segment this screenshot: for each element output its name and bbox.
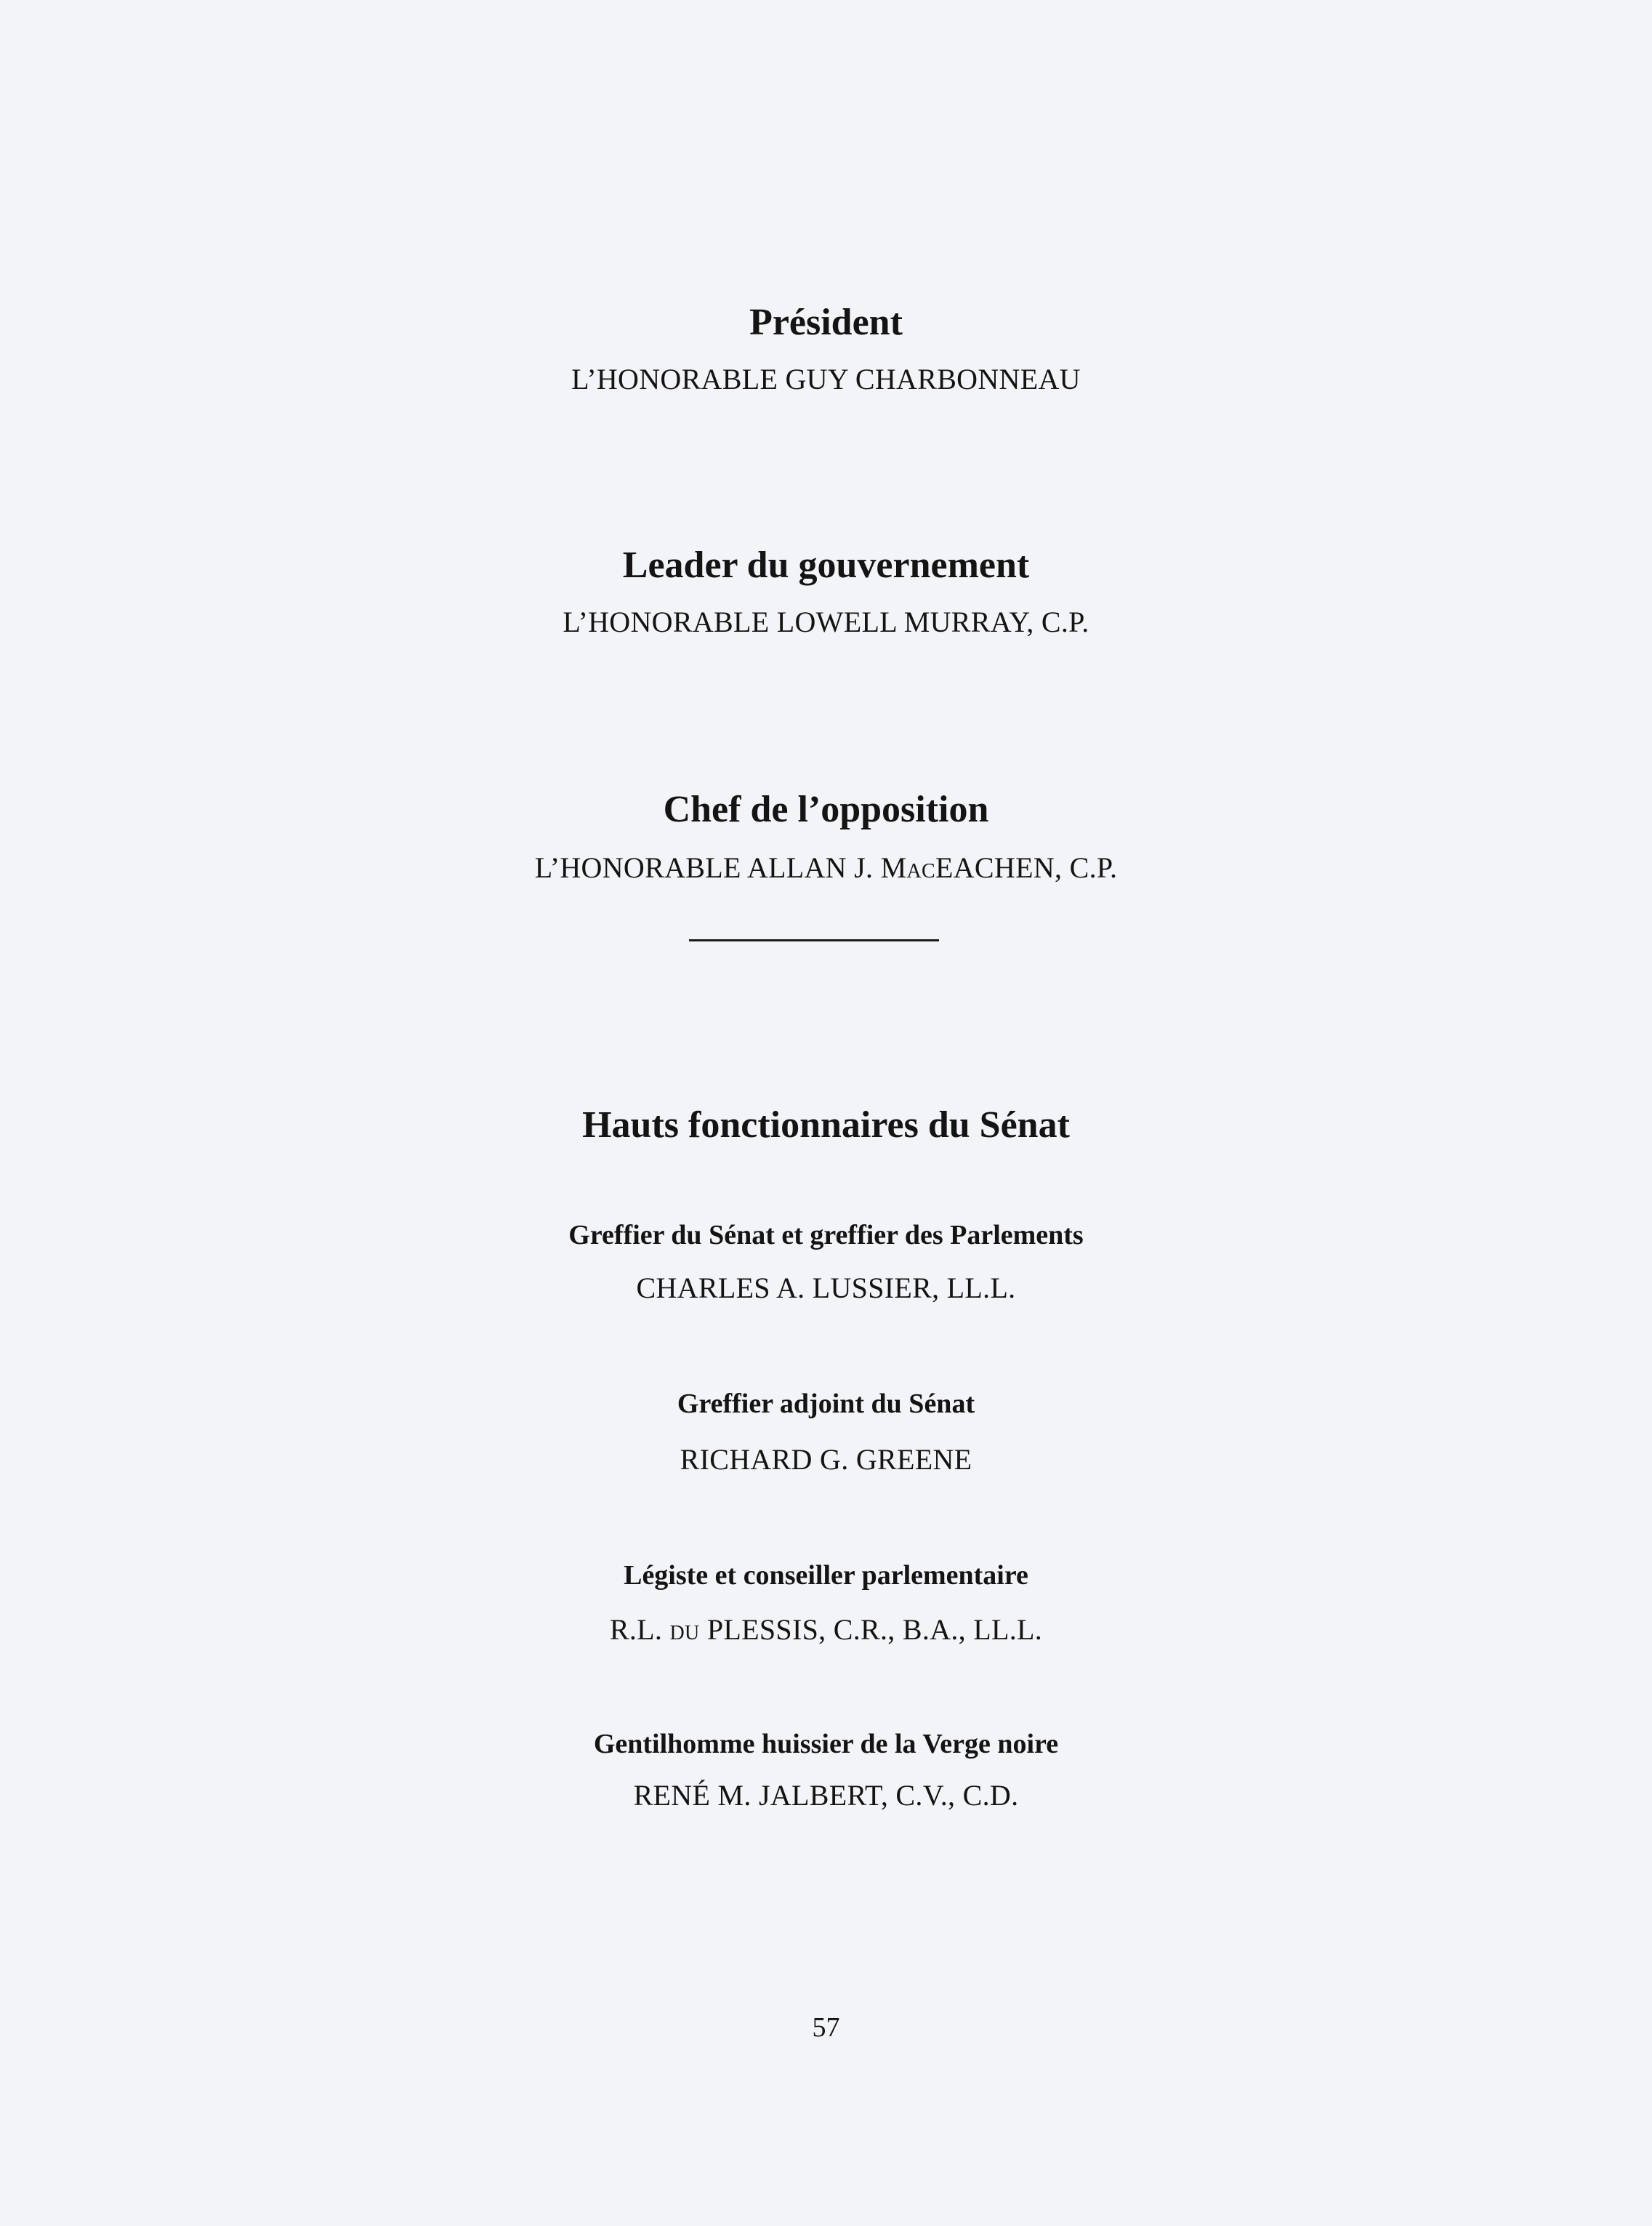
law-clerk-name-part: R.L. xyxy=(609,1613,670,1646)
president-heading: Président xyxy=(749,302,903,343)
law-clerk-name xyxy=(0,1615,1652,1644)
clerk-name: CHARLES A. LUSSIER, LL.L. xyxy=(636,1271,1016,1304)
section-divider xyxy=(689,939,939,941)
page-number: 57 xyxy=(812,2012,840,2043)
law-clerk-name-part: PLESSIS, C.R., B.A., LL.L. xyxy=(699,1613,1043,1646)
government-leader-heading: Leader du gouvernement xyxy=(622,545,1030,586)
deputy-clerk-title: Greffier adjoint du Sénat xyxy=(677,1389,975,1419)
clerk-title: Greffier du Sénat et greffier des Parlements xyxy=(568,1220,1084,1250)
opposition-leader-name xyxy=(0,853,1652,883)
usher-title: Gentilhomme huissier de la Verge noire xyxy=(593,1729,1059,1759)
opposition-leader-heading: Chef de l’opposition xyxy=(663,789,989,830)
opposition-leader-name-part: L’HONORABLE ALLAN J. xyxy=(534,851,881,884)
deputy-clerk-name: RICHARD G. GREENE xyxy=(680,1443,972,1476)
usher-name: RENÉ M. JALBERT, C.V., C.D. xyxy=(633,1779,1019,1812)
officials-heading: Hauts fonctionnaires du Sénat xyxy=(582,1104,1070,1146)
government-leader-name: L’HONORABLE LOWELL MURRAY, C.P. xyxy=(563,606,1089,638)
president-name: L’HONORABLE GUY CHARBONNEAU xyxy=(571,363,1081,395)
opposition-leader-name-smallcaps: Mac xyxy=(880,851,935,884)
opposition-leader-name-part: EACHEN, C.P. xyxy=(935,851,1118,884)
law-clerk-name-smallcaps: du xyxy=(669,1613,700,1646)
law-clerk-title: Légiste et conseiller parlementaire xyxy=(624,1560,1028,1591)
